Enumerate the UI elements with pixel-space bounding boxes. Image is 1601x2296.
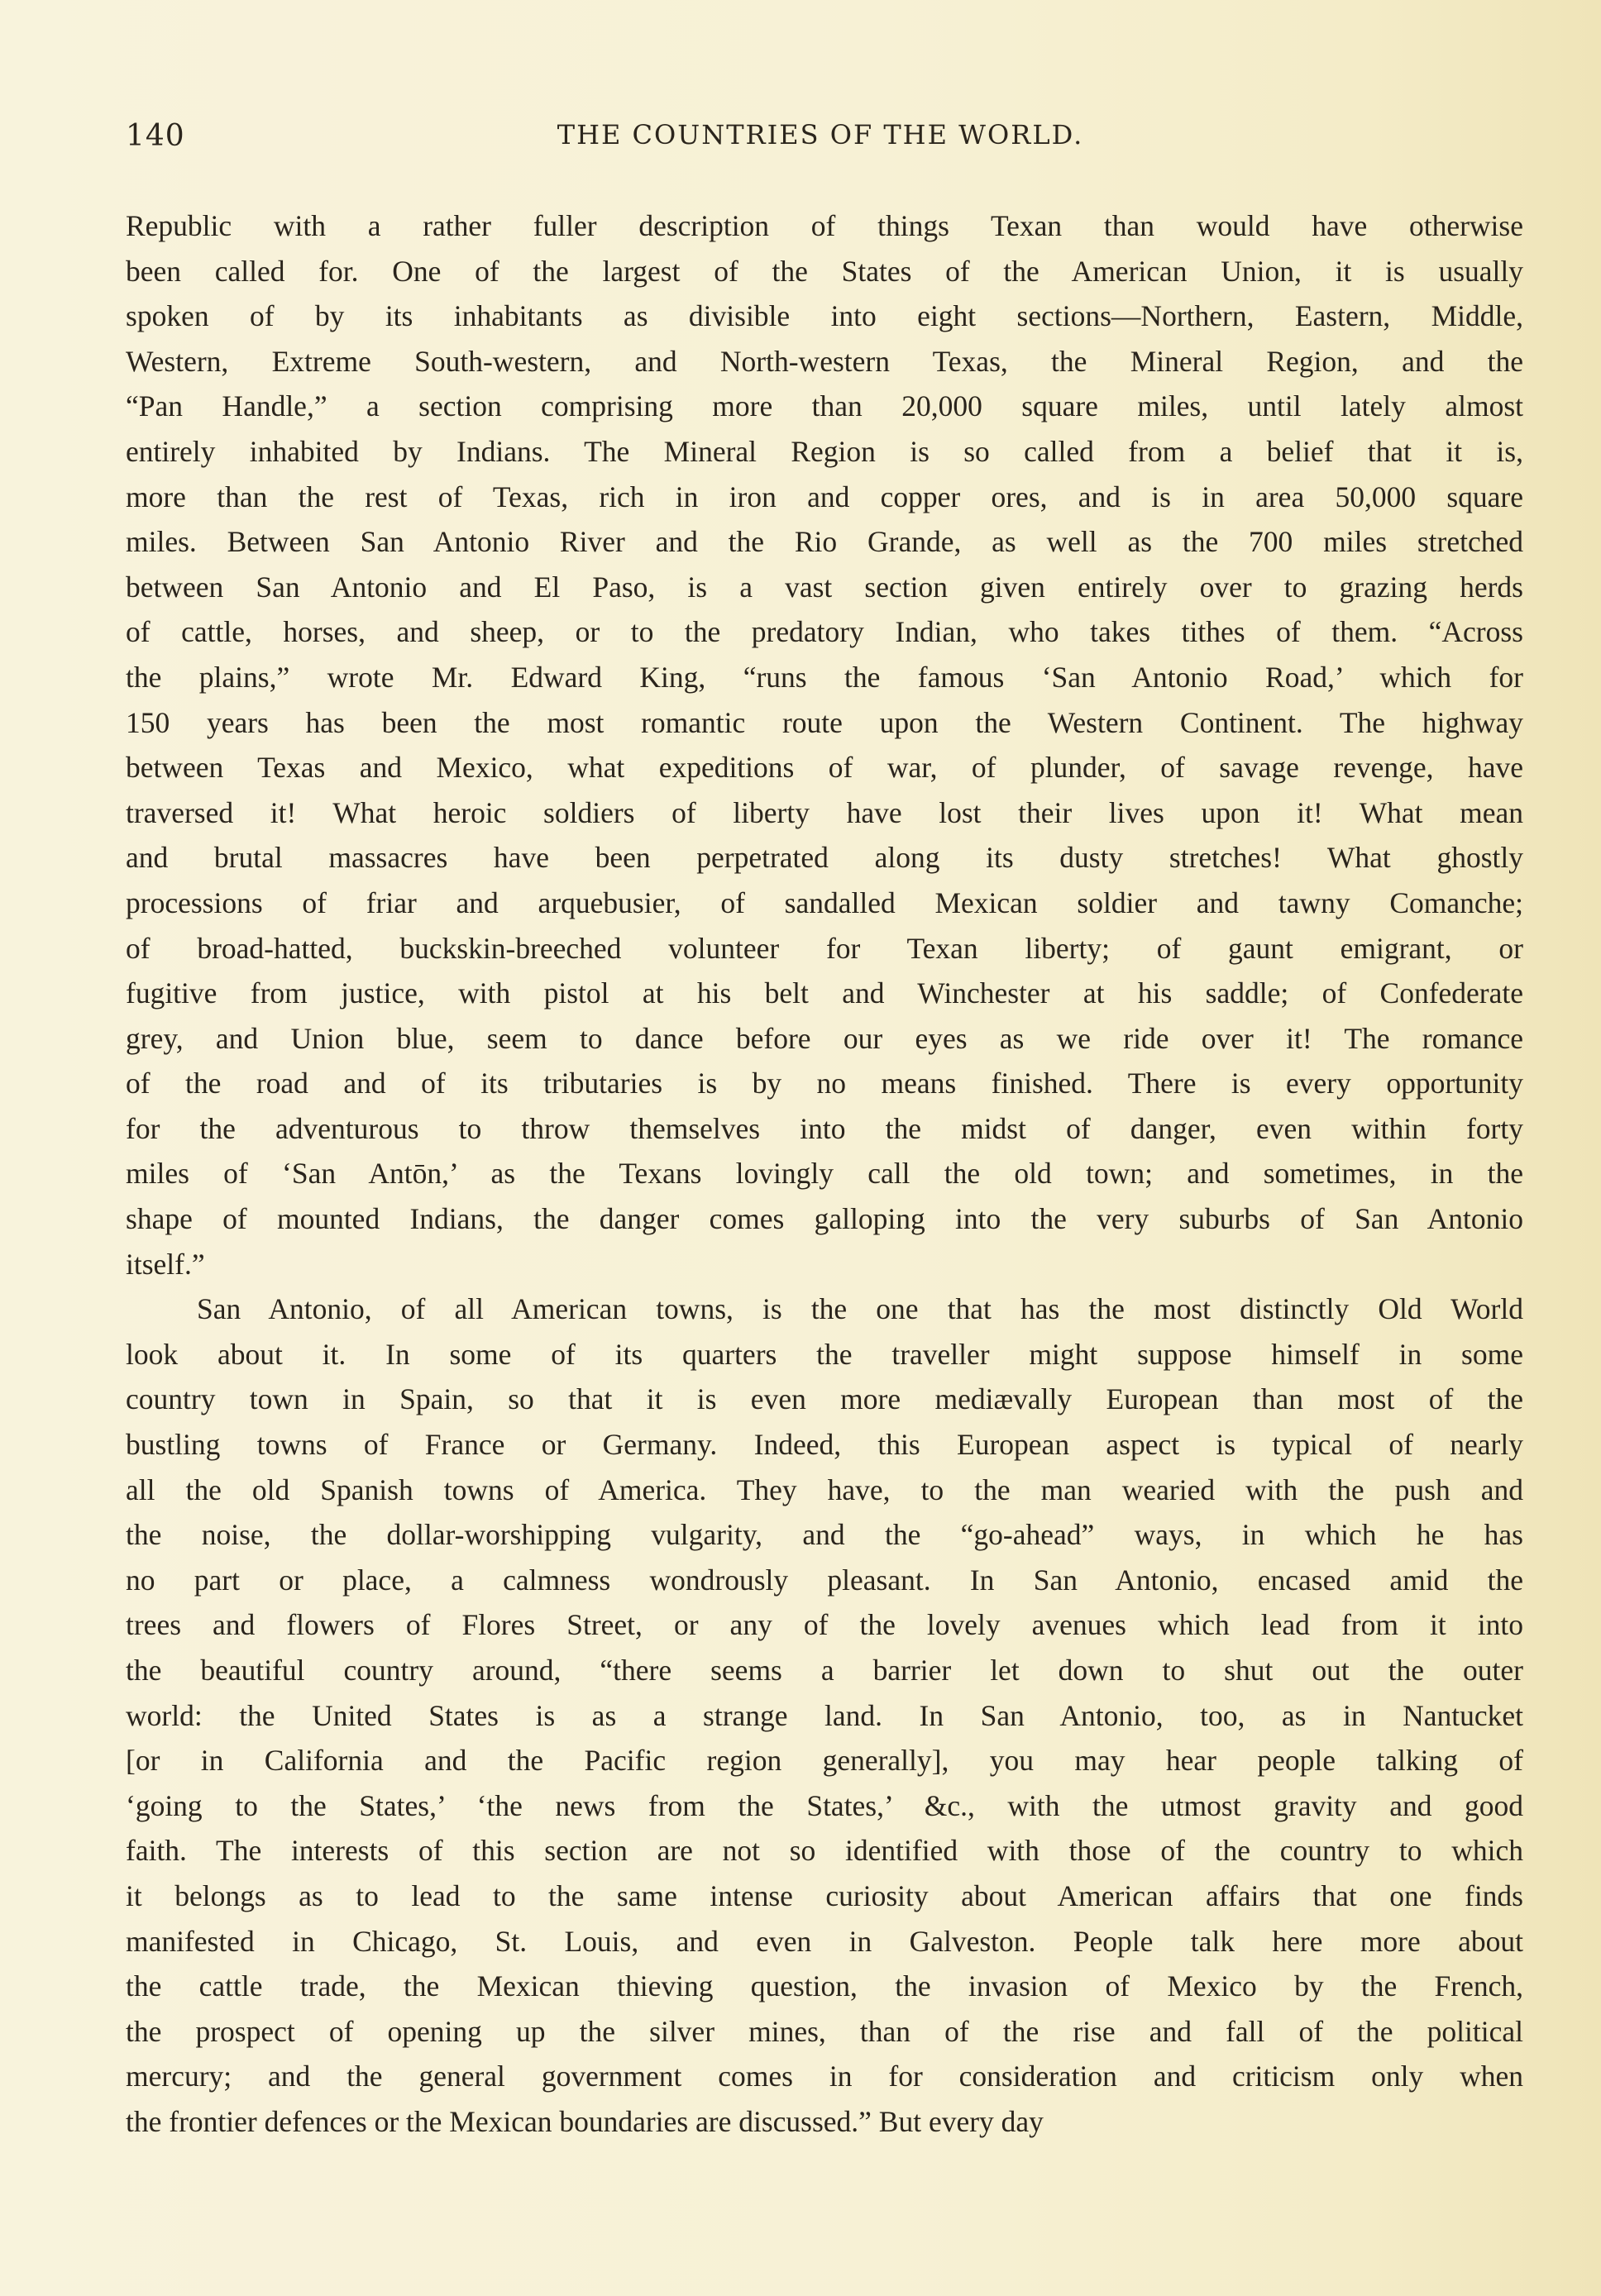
text-line: San Antonio, of all American towns, is the one that has the most distinctly Old World (197, 1292, 1523, 1326)
text-line: of the road and of its tributaries is by no means finished. There is every opportunity (126, 1067, 1523, 1100)
text-line: [or in California and the Pacific region generally], you may hear people talking of (126, 1744, 1523, 1778)
text-line: itself.” (126, 1247, 205, 1281)
text-line: ‘going to the States,’ ‘the news from the States,’ &c., with the utmost gravity and good (126, 1788, 1523, 1822)
text-line: manifested in Chicago, St. Louis, and even in Galveston. People talk here more about (126, 1924, 1523, 1958)
text-line: between San Antonio and El Paso, is a vast section given entirely over to grazing herds (126, 570, 1523, 604)
text-line: of broad-hatted, buckskin-breeched volunteer for Texan liberty; of gaunt emigrant, or (126, 931, 1523, 965)
body-text (126, 203, 1523, 2145)
text-line: of cattle, horses, and sheep, or to the predatory Indian, who takes tithes of them. “Across (126, 615, 1523, 649)
text-line: “Pan Handle,” a section comprising more than 20,000 square miles, until lately almost (126, 389, 1523, 423)
text-line: mercury; and the general government comes in for consideration and criticism only when (126, 2060, 1523, 2093)
text-line: the noise, the dollar-worshipping vulgarity, and the “go-ahead” ways, in which he has (126, 1518, 1523, 1552)
text-line: been called for. One of the largest of the States of the American Union, it is usually (126, 254, 1523, 288)
text-line: spoken of by its inhabitants as divisible into eight sections—Northern, Eastern, Middle, (126, 299, 1523, 333)
text-line: the prospect of opening up the silver mines, than of the rise and fall of the political (126, 2014, 1523, 2048)
text-line: miles. Between San Antonio River and the Rio Grande, as well as the 700 miles stretched (126, 525, 1523, 559)
text-line: no part or place, a calmness wondrously pleasant. In San Antonio, encased amid the (126, 1563, 1523, 1597)
text-line: entirely inhabited by Indians. The Mineral Region is so called from a belief that it is, (126, 434, 1523, 468)
text-line: processions of friar and arquebusier, of sandalled Mexican soldier and tawny Comanche; (126, 885, 1523, 919)
text-line: the beautiful country around, “there seems a barrier let down to shut out the outer (126, 1654, 1523, 1687)
text-line: for the adventurous to throw themselves into the midst of danger, even within forty (126, 1111, 1523, 1145)
text-line: and brutal massacres have been perpetrated along its dusty stretches! What ghostly (126, 841, 1523, 875)
text-line: look about it. In some of its quarters the traveller might suppose himself in some (126, 1337, 1523, 1371)
text-line: country town in Spain, so that it is even more mediævally European than most of the (126, 1382, 1523, 1416)
text-line: traversed it! What heroic soldiers of liberty have lost their lives upon it! What mean (126, 795, 1523, 829)
page-number: 140 (126, 119, 185, 153)
text-line: Western, Extreme South-western, and North-western Texas, the Mineral Region, and the (126, 344, 1523, 378)
text-line: grey, and Union blue, seem to dance before our eyes as we ride over it! The romance (126, 1021, 1523, 1055)
text-line: the plains,” wrote Mr. Edward King, “runs the famous ‘San Antonio Road,’ which for (126, 660, 1523, 694)
paragraph (126, 203, 1523, 1286)
text-line: Republic with a rather fuller description of things Texan than would have otherwise (126, 209, 1523, 242)
text-line: 150 years has been the most romantic route upon the Western Continent. The highway (126, 705, 1523, 739)
text-line: more than the rest of Texas, rich in iron and copper ores, and is in area 50,000 square (126, 480, 1523, 513)
page-header (126, 119, 1515, 169)
running-title: THE COUNTRIES OF THE WORLD. (557, 119, 1084, 150)
text-line: miles of ‘San Antōn,’ as the Texans lovingly call the old town; and sometimes, in the (126, 1157, 1523, 1191)
text-line: between Texas and Mexico, what expeditions of war, of plunder, of savage revenge, have (126, 751, 1523, 785)
text-line: fugitive from justice, with pistol at his belt and Winchester at his saddle; of Confederate (126, 976, 1523, 1010)
text-line: the frontier defences or the Mexican boundaries are discussed.” But every day (126, 2104, 1044, 2138)
text-line: all the old Spanish towns of America. They have, to the man wearied with the push and (126, 1473, 1523, 1506)
text-line: the cattle trade, the Mexican thieving question, the invasion of Mexico by the French, (126, 1969, 1523, 2003)
paragraph (126, 1286, 1523, 2144)
text-line: trees and flowers of Flores Street, or any of the lovely avenues which lead from it into (126, 1608, 1523, 1642)
text-line: it belongs as to lead to the same intense curiosity about American affairs that one finds (126, 1878, 1523, 1912)
text-line: world: the United States is as a strange land. In San Antonio, too, as in Nantucket (126, 1698, 1523, 1732)
text-line: faith. The interests of this section are not so identified with those of the country to which (126, 1834, 1523, 1868)
text-line: shape of mounted Indians, the danger comes galloping into the very suburbs of San Antonio (126, 1202, 1523, 1236)
text-line: bustling towns of France or Germany. Indeed, this European aspect is typical of nearly (126, 1428, 1523, 1462)
